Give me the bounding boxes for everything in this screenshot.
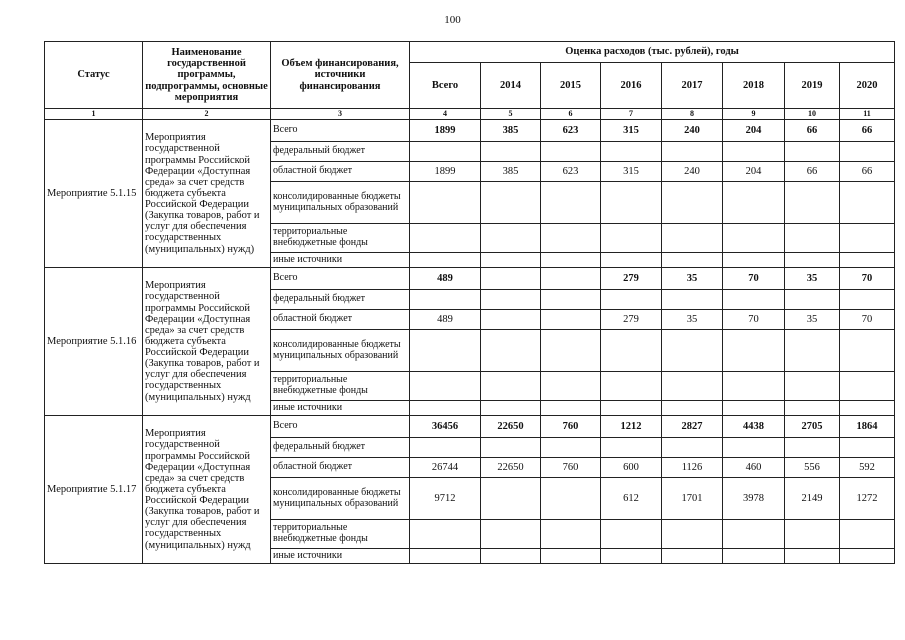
funding-source: консолидированные бюджеты муниципальных образований xyxy=(271,330,410,372)
value-year xyxy=(481,142,541,162)
column-index: 4 xyxy=(410,109,481,120)
budget-table xyxy=(44,41,895,564)
value-year xyxy=(541,401,601,416)
value-total xyxy=(410,142,481,162)
value-year xyxy=(785,330,840,372)
value-year xyxy=(541,310,601,330)
header-year: 2014 xyxy=(481,63,541,109)
value-year xyxy=(662,330,723,372)
value-year: 315 xyxy=(601,120,662,142)
value-year xyxy=(541,478,601,520)
value-year xyxy=(785,549,840,564)
value-year xyxy=(662,253,723,268)
value-year: 1126 xyxy=(662,458,723,478)
value-year xyxy=(481,330,541,372)
value-total xyxy=(410,290,481,310)
value-year xyxy=(481,401,541,416)
value-year xyxy=(601,253,662,268)
value-year xyxy=(662,224,723,253)
value-year xyxy=(481,290,541,310)
value-year: 2827 xyxy=(662,416,723,438)
value-year xyxy=(723,224,785,253)
value-year: 35 xyxy=(662,268,723,290)
value-year xyxy=(601,290,662,310)
value-year xyxy=(601,520,662,549)
value-year: 240 xyxy=(662,162,723,182)
value-total: 1899 xyxy=(410,120,481,142)
value-year xyxy=(541,330,601,372)
value-total: 26744 xyxy=(410,458,481,478)
value-year xyxy=(723,182,785,224)
value-year xyxy=(601,372,662,401)
value-year: 612 xyxy=(601,478,662,520)
row-program-name: Мероприятия государственной программы Российской Федерации «Доступная среда» за счет средств бюджета субъекта Российской Федерации (Закупка товаров, работ и услуг для обеспечения государственных (муниципальных) нужд xyxy=(143,416,271,564)
value-total xyxy=(410,182,481,224)
value-year: 204 xyxy=(723,162,785,182)
value-year: 70 xyxy=(840,268,895,290)
value-year xyxy=(785,182,840,224)
value-total: 489 xyxy=(410,268,481,290)
header-estimate: Оценка расходов (тыс. рублей), годы xyxy=(410,42,895,63)
value-total xyxy=(410,401,481,416)
value-total: 9712 xyxy=(410,478,481,520)
value-total xyxy=(410,438,481,458)
table-row xyxy=(45,268,895,290)
funding-source: иные источники xyxy=(271,401,410,416)
funding-source: территориальные внебюджетные фонды xyxy=(271,224,410,253)
column-index: 8 xyxy=(662,109,723,120)
value-year xyxy=(840,253,895,268)
value-year xyxy=(601,142,662,162)
value-year xyxy=(541,253,601,268)
value-year: 1272 xyxy=(840,478,895,520)
column-index: 3 xyxy=(271,109,410,120)
value-year xyxy=(481,310,541,330)
value-year xyxy=(723,438,785,458)
funding-source: консолидированные бюджеты муниципальных образований xyxy=(271,182,410,224)
value-year xyxy=(662,401,723,416)
value-year: 1212 xyxy=(601,416,662,438)
table-row xyxy=(45,416,895,438)
row-status: Мероприятие 5.1.15 xyxy=(45,120,143,268)
header-year: 2020 xyxy=(840,63,895,109)
row-program-name: Мероприятия государственной программы Российской Федерации «Доступная среда» за счет средств бюджета субъекта Российской Федерации (Закупка товаров, работ и услуг для обеспечения государственных (муниципальных) нужд) xyxy=(143,120,271,268)
value-year xyxy=(840,372,895,401)
value-year xyxy=(541,182,601,224)
value-total: 1899 xyxy=(410,162,481,182)
value-year xyxy=(662,549,723,564)
value-year: 66 xyxy=(840,120,895,142)
value-year xyxy=(662,290,723,310)
value-year xyxy=(481,372,541,401)
value-year xyxy=(541,224,601,253)
value-year xyxy=(662,438,723,458)
column-index: 2 xyxy=(143,109,271,120)
value-year: 760 xyxy=(541,458,601,478)
value-year xyxy=(785,290,840,310)
header-total: Всего xyxy=(410,63,481,109)
value-year xyxy=(541,549,601,564)
value-year xyxy=(840,401,895,416)
funding-source: Всего xyxy=(271,416,410,438)
value-year xyxy=(601,182,662,224)
funding-source: федеральный бюджет xyxy=(271,142,410,162)
funding-source: областной бюджет xyxy=(271,162,410,182)
value-total xyxy=(410,253,481,268)
funding-source: Всего xyxy=(271,268,410,290)
value-year xyxy=(723,330,785,372)
value-year: 66 xyxy=(785,120,840,142)
value-year: 460 xyxy=(723,458,785,478)
value-year xyxy=(723,253,785,268)
header-year: 2016 xyxy=(601,63,662,109)
column-index: 7 xyxy=(601,109,662,120)
column-index: 11 xyxy=(840,109,895,120)
column-index: 10 xyxy=(785,109,840,120)
value-year xyxy=(481,182,541,224)
value-year xyxy=(723,142,785,162)
value-year xyxy=(785,401,840,416)
value-year xyxy=(723,520,785,549)
row-status: Мероприятие 5.1.16 xyxy=(45,268,143,416)
value-year xyxy=(541,520,601,549)
funding-source: федеральный бюджет xyxy=(271,290,410,310)
value-year: 22650 xyxy=(481,416,541,438)
value-year xyxy=(840,330,895,372)
value-year xyxy=(785,438,840,458)
value-year xyxy=(785,372,840,401)
value-year: 4438 xyxy=(723,416,785,438)
value-year xyxy=(601,401,662,416)
value-year: 600 xyxy=(601,458,662,478)
value-year xyxy=(601,438,662,458)
column-index: 1 xyxy=(45,109,143,120)
funding-source: территориальные внебюджетные фонды xyxy=(271,372,410,401)
funding-source: иные источники xyxy=(271,549,410,564)
value-year xyxy=(840,549,895,564)
table-body xyxy=(45,120,895,564)
value-year: 279 xyxy=(601,268,662,290)
value-year xyxy=(541,438,601,458)
value-year: 70 xyxy=(840,310,895,330)
header-year: 2019 xyxy=(785,63,840,109)
value-year xyxy=(481,438,541,458)
column-index: 9 xyxy=(723,109,785,120)
row-status: Мероприятие 5.1.17 xyxy=(45,416,143,564)
value-year: 279 xyxy=(601,310,662,330)
value-year xyxy=(481,268,541,290)
value-year xyxy=(541,290,601,310)
value-year xyxy=(785,253,840,268)
value-total xyxy=(410,549,481,564)
value-year xyxy=(723,401,785,416)
value-year xyxy=(601,330,662,372)
value-year xyxy=(481,549,541,564)
value-total xyxy=(410,330,481,372)
value-year xyxy=(723,290,785,310)
funding-source: территориальные внебюджетные фонды xyxy=(271,520,410,549)
value-year: 2149 xyxy=(785,478,840,520)
value-year xyxy=(840,520,895,549)
value-year xyxy=(840,438,895,458)
value-year xyxy=(662,142,723,162)
value-year: 623 xyxy=(541,120,601,142)
value-year xyxy=(662,372,723,401)
value-year xyxy=(541,372,601,401)
value-total: 36456 xyxy=(410,416,481,438)
funding-source: областной бюджет xyxy=(271,458,410,478)
value-year: 385 xyxy=(481,162,541,182)
value-year: 592 xyxy=(840,458,895,478)
value-year xyxy=(785,142,840,162)
value-year: 385 xyxy=(481,120,541,142)
value-year: 760 xyxy=(541,416,601,438)
value-year xyxy=(840,142,895,162)
value-year: 35 xyxy=(662,310,723,330)
header-name: Наименование государственной программы, подпрограммы, основные мероприятия xyxy=(143,42,271,109)
value-year xyxy=(481,520,541,549)
value-total: 489 xyxy=(410,310,481,330)
value-year xyxy=(785,520,840,549)
value-year: 204 xyxy=(723,120,785,142)
value-year: 70 xyxy=(723,268,785,290)
value-year xyxy=(840,224,895,253)
value-year xyxy=(481,224,541,253)
value-year xyxy=(723,549,785,564)
value-year: 623 xyxy=(541,162,601,182)
funding-source: областной бюджет xyxy=(271,310,410,330)
value-year xyxy=(662,182,723,224)
value-year xyxy=(785,224,840,253)
value-year xyxy=(840,182,895,224)
value-year xyxy=(541,268,601,290)
value-year xyxy=(481,253,541,268)
value-year xyxy=(723,372,785,401)
column-index: 5 xyxy=(481,109,541,120)
header-year: 2015 xyxy=(541,63,601,109)
value-year: 1864 xyxy=(840,416,895,438)
value-total xyxy=(410,520,481,549)
value-year xyxy=(601,224,662,253)
value-year: 35 xyxy=(785,310,840,330)
value-year: 35 xyxy=(785,268,840,290)
header-volume: Объем финансирования, источники финансирования xyxy=(271,42,410,109)
value-year: 3978 xyxy=(723,478,785,520)
value-year xyxy=(840,290,895,310)
value-total xyxy=(410,224,481,253)
funding-source: консолидированные бюджеты муниципальных образований xyxy=(271,478,410,520)
value-year xyxy=(601,549,662,564)
header-status: Статус xyxy=(45,42,143,109)
value-year: 66 xyxy=(840,162,895,182)
value-year: 315 xyxy=(601,162,662,182)
value-year: 240 xyxy=(662,120,723,142)
header-year: 2017 xyxy=(662,63,723,109)
funding-source: Всего xyxy=(271,120,410,142)
value-year xyxy=(662,520,723,549)
value-year: 70 xyxy=(723,310,785,330)
value-year: 2705 xyxy=(785,416,840,438)
value-year: 22650 xyxy=(481,458,541,478)
value-total xyxy=(410,372,481,401)
page-number: 100 xyxy=(444,14,461,26)
header-year: 2018 xyxy=(723,63,785,109)
row-program-name: Мероприятия государственной программы Российской Федерации «Доступная среда» за счет средств бюджета субъекта Российской Федерации (Закупка товаров, работ и услуг для обеспечения государственных (муниципальных) нужд xyxy=(143,268,271,416)
table-row xyxy=(45,120,895,142)
funding-source: федеральный бюджет xyxy=(271,438,410,458)
column-index: 6 xyxy=(541,109,601,120)
funding-source: иные источники xyxy=(271,253,410,268)
value-year: 1701 xyxy=(662,478,723,520)
value-year: 556 xyxy=(785,458,840,478)
value-year: 66 xyxy=(785,162,840,182)
value-year xyxy=(541,142,601,162)
value-year xyxy=(481,478,541,520)
